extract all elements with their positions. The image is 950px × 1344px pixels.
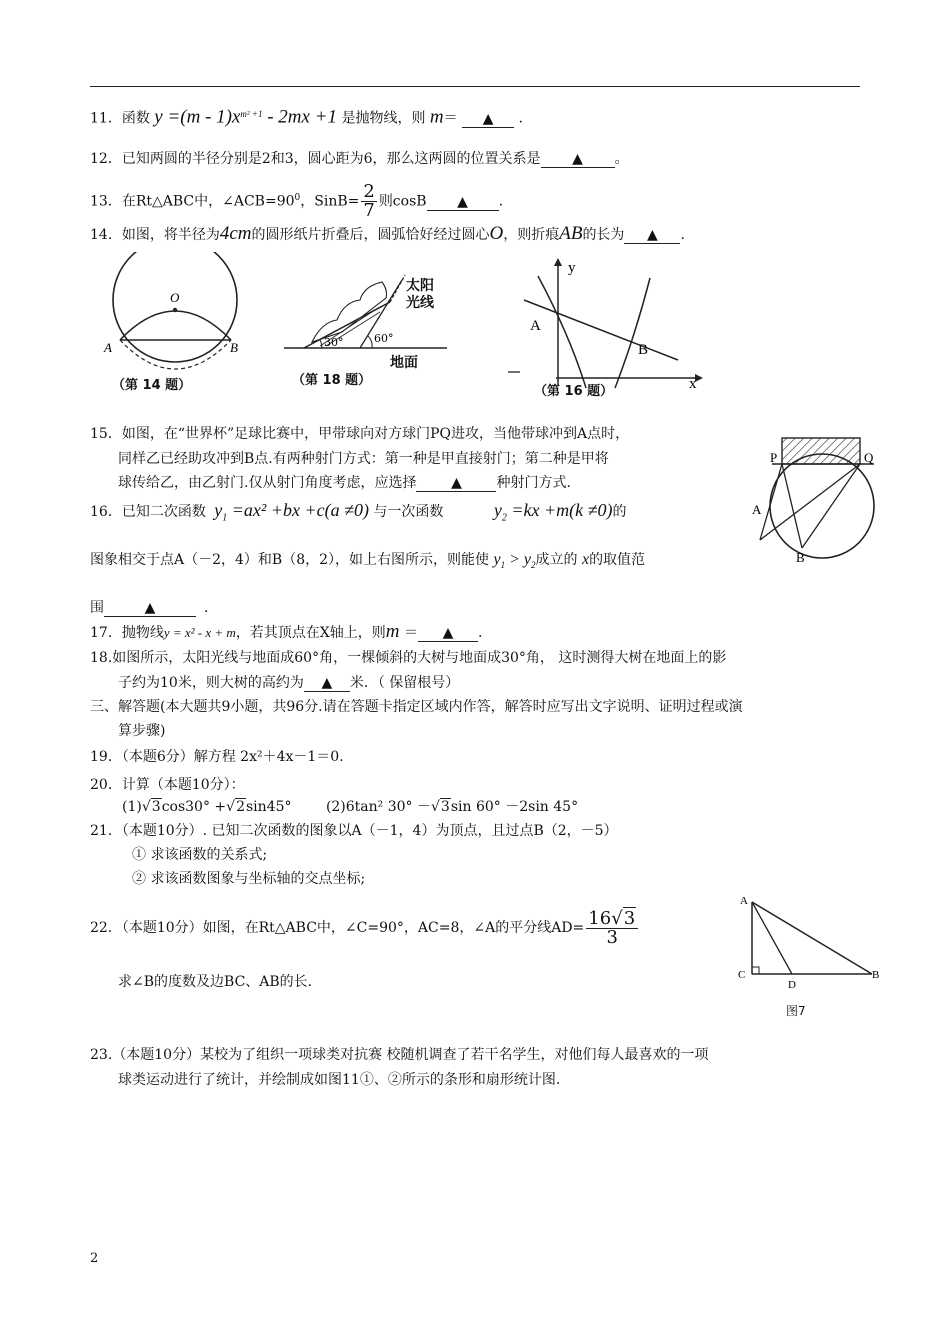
q17-m: m xyxy=(385,621,400,642)
q16-line-2-prefix: 图象相交于点A（－2，4）和B（8，2），如上右图所示，则能使 xyxy=(90,552,490,568)
q22-prefix: 22．（本题10分）如图，在Rt△ABC中，∠C=90°，AC=8，∠A的平分线AD= xyxy=(90,920,585,936)
header-rule xyxy=(90,86,860,87)
q11-function: y =(m - 1)x xyxy=(154,106,241,128)
q16-prefix: 16．已知二次函数 xyxy=(90,504,206,520)
fig22-label-a: A xyxy=(740,895,748,907)
page-number: 2 xyxy=(90,1251,99,1266)
fig18-sun-label xyxy=(406,278,434,312)
q16-ineq-y2: y xyxy=(523,551,531,568)
q16-ineq-y1: y xyxy=(493,551,501,568)
q20-part1-radicand-2: 2 xyxy=(236,799,245,815)
q22-fraction xyxy=(586,907,638,948)
question-14 xyxy=(90,224,685,245)
q17-equals: ＝ xyxy=(399,625,418,641)
q12-answer-blank[interactable] xyxy=(541,151,615,168)
q15-blank-marker: ▲ xyxy=(451,475,462,491)
q18-answer-blank[interactable] xyxy=(304,675,350,692)
fig18-caption: （第 18 题） xyxy=(292,373,372,388)
q16-end: ． xyxy=(204,600,218,616)
q16-line-2-post: 的取值范 xyxy=(589,552,646,568)
q14-center-o: O xyxy=(489,223,504,244)
fig22-label-d: D xyxy=(788,979,796,991)
q22-denominator: 3 xyxy=(606,926,618,948)
q15-line-3-post: 种射门方式. xyxy=(496,475,571,491)
q16-blank-marker: ▲ xyxy=(144,600,156,616)
q14-blank-marker: ▲ xyxy=(647,227,658,243)
q18-line-2 xyxy=(118,673,459,693)
q17-prefix: 17．抛物线 xyxy=(90,625,164,641)
q13-prefix: 13．在Rt△ABC中，∠ACB=90 xyxy=(90,193,295,210)
q18-line-1: 18.如图所示，太阳光线与地面成60°角，一棵倾斜的大树与地面成30°角， 这时测得大树在地面上的影 xyxy=(90,650,727,666)
q22-line-2: 求∠B的度数及边BC、AB的长. xyxy=(118,974,313,990)
q18-line-2-post: 米．（ 保留根号） xyxy=(349,675,460,691)
q17-answer-blank[interactable] xyxy=(418,625,478,642)
fig18-sun: 太阳 xyxy=(406,278,434,294)
question-16-line-3 xyxy=(90,598,218,618)
fig14-label-o: O xyxy=(170,290,180,305)
q21-part-1: ① 求该函数的关系式; xyxy=(132,847,268,863)
q20-part2-radicand: 3 xyxy=(440,799,450,815)
q13-middle: ，SinB= xyxy=(300,193,360,210)
q22-num-int: 16 xyxy=(588,907,612,929)
fig16-label-b: B xyxy=(638,342,649,358)
q12-text: 12．已知两圆的半径分别是2和3，圆心距为6，那么这两圆的位置关系是 xyxy=(90,151,541,167)
q20-part2-prefix: (2)6tan² 30° － xyxy=(325,799,431,815)
q20-part1-b: sin45° xyxy=(245,799,292,815)
fig18-angle-60: 60° xyxy=(374,332,394,345)
q12-blank-marker: ▲ xyxy=(572,151,583,167)
q11-variable: m xyxy=(429,106,444,128)
q15-line-3 xyxy=(118,473,571,493)
question-23-line-1: 23.（本题10分）某校为了组织一项球类对抗赛 校随机调查了若干名学生，对他们每人最喜欢的一项 xyxy=(90,1047,709,1063)
fig15-label-b: B xyxy=(796,550,805,565)
q11-equals: ＝ xyxy=(443,110,458,127)
q13-fraction xyxy=(361,183,376,220)
fig22-caption: 图7 xyxy=(786,1004,806,1018)
section-3-heading-cont: 算步骤) xyxy=(118,723,166,739)
q15-answer-blank[interactable] xyxy=(416,475,496,492)
q20-part1-prefix: (1) xyxy=(122,799,142,815)
q11-middle: 是抛物线，则 xyxy=(341,110,426,127)
fig22-label-c: C xyxy=(738,969,746,981)
fig14-label-b: B xyxy=(230,340,238,355)
fig15-label-a: A xyxy=(752,502,762,517)
question-22 xyxy=(90,908,640,948)
q16-inequality xyxy=(493,551,536,571)
q11-blank-marker: ▲ xyxy=(482,110,494,127)
fig15-label-p: P xyxy=(770,450,778,465)
figure-15 xyxy=(752,430,892,570)
figure-14 xyxy=(100,252,260,372)
q16-ineq-sub2: 2 xyxy=(531,560,536,571)
q15-line-3-prefix: 球传给乙，由乙射门.仅从射门角度考虑，应选择 xyxy=(118,475,417,491)
q14-radius: 4cm xyxy=(219,223,252,244)
q14-end: . xyxy=(680,227,685,243)
question-16-line-2 xyxy=(90,550,645,575)
section-3-heading: 三、解答题(本大题共9小题，共96分.请在答题卡指定区域内作答，解答时应写出文字说明、证明过程或演 xyxy=(90,699,743,715)
question-11 xyxy=(90,104,533,129)
fig16-y-label: y xyxy=(568,260,576,276)
fig16-label-a: A xyxy=(530,318,541,334)
q16-quadratic xyxy=(214,500,369,524)
q16-linear-rest: =kx +m(k ≠0) xyxy=(506,500,613,520)
q18-line-2-prefix: 子约为10米，则大树的高约为 xyxy=(118,675,304,691)
q16-ineq-sub1: 1 xyxy=(500,560,506,571)
fig18-ground: 地面 xyxy=(390,355,418,371)
q11-exponent: m² +1 xyxy=(240,109,263,119)
q13-numerator: 2 xyxy=(363,181,375,203)
q14-answer-blank[interactable] xyxy=(624,227,680,244)
q16-y1-sub: 1 xyxy=(222,512,228,524)
q18-blank-marker: ▲ xyxy=(321,675,333,691)
question-13 xyxy=(90,178,503,222)
q16-y2-sub: 2 xyxy=(501,512,507,524)
question-19: 19．（本题6分）解方程 2x²＋4x－1＝0. xyxy=(90,749,344,765)
q16-post: 的 xyxy=(612,504,627,520)
q16-line-3-prefix: 围 xyxy=(90,600,104,616)
q11-answer-blank[interactable] xyxy=(462,111,514,128)
q16-ineq-gt: > xyxy=(505,551,524,568)
q16-y2: y xyxy=(493,500,502,520)
question-23-line-2: 球类运动进行了统计，并绘制成如图11①、②所示的条形和扇形统计图. xyxy=(118,1072,561,1088)
question-17 xyxy=(90,622,482,643)
fig18-light: 光线 xyxy=(406,295,434,311)
q16-quadratic-rest: =ax² +bx +c(a ≠0) xyxy=(227,500,369,520)
fig18-angle-30: 30° xyxy=(324,336,344,349)
q11-end: ． xyxy=(518,110,533,127)
q16-middle: 与一次函数 xyxy=(373,504,444,520)
q13-post: 则cosB xyxy=(378,193,427,210)
q14-crease-ab: AB xyxy=(559,223,583,244)
q11-prefix: 11．函数 xyxy=(90,110,150,127)
fig22-label-b: B xyxy=(872,969,880,981)
question-21: 21．（本题10分）. 已知二次函数的图象以A（－1，4）为顶点，且过点B（2，－5） xyxy=(90,823,618,839)
q13-answer-blank[interactable] xyxy=(427,194,499,211)
q14-middle: 的圆形纸片折叠后，圆弧恰好经过圆心 xyxy=(251,227,490,243)
q16-line-2-middle: 成立的 xyxy=(535,552,578,568)
q13-degree: 0 xyxy=(294,193,301,203)
q21-part-2: ② 求该函数图象与坐标轴的交点坐标; xyxy=(132,871,366,887)
q20-part1-a: cos30° + xyxy=(161,799,227,815)
q17-blank-marker: ▲ xyxy=(442,625,454,641)
q12-end: 。 xyxy=(614,151,629,167)
fig15-label-q: Q xyxy=(864,450,874,465)
q14-prefix: 14．如图，将半径为 xyxy=(90,227,220,243)
q14-middle-2: ，则折痕 xyxy=(503,227,560,243)
question-12 xyxy=(90,149,629,169)
q20-part1-radicand-1: 3 xyxy=(151,799,161,815)
q16-linear xyxy=(493,500,613,524)
fig16-caption: （第 16 题） xyxy=(534,384,614,399)
fig16-x-label: x xyxy=(689,376,697,392)
q22-num-radicand: 3 xyxy=(623,907,636,929)
question-20-title: 20．计算（本题10分）： xyxy=(90,777,245,793)
q13-blank-marker: ▲ xyxy=(457,193,468,210)
figure-22 xyxy=(732,888,882,998)
q13-denominator: 7 xyxy=(363,200,375,222)
q20-part2-post: sin 60° －2sin 45° xyxy=(450,799,579,815)
fig14-label-a: A xyxy=(104,340,112,355)
q17-end: . xyxy=(477,625,483,641)
q13-end: . xyxy=(498,193,504,210)
q16-answer-blank[interactable] xyxy=(104,600,196,617)
fig14-caption: （第 14 题） xyxy=(112,378,192,393)
q17-middle: ，若其顶点在X轴上，则 xyxy=(235,625,386,641)
question-16-line-1 xyxy=(90,500,627,529)
figure-16 xyxy=(500,256,710,396)
q11-function-tail: - 2mx +1 xyxy=(262,106,338,128)
q15-line-1: 15．如图，在“世界杯”足球比赛中，甲带球向对方球门PQ进攻，当他带球冲到A点时， xyxy=(90,426,630,442)
q15-line-2: 同样乙已经助攻冲到B点.有两种射门方式：第一种是甲直接射门；第二种是甲将 xyxy=(118,451,609,467)
question-20-parts: (1)√3cos30° +√2sin45° (2)6tan² 30° －√3sin 60° －2sin 45° xyxy=(122,799,579,815)
q16-y1: y xyxy=(214,500,223,520)
q16-x: x xyxy=(581,551,590,568)
q17-function: y = x² - x + m xyxy=(163,625,236,640)
q14-post: 的长为 xyxy=(582,227,625,243)
q22-numerator: 16√3 xyxy=(586,910,638,929)
